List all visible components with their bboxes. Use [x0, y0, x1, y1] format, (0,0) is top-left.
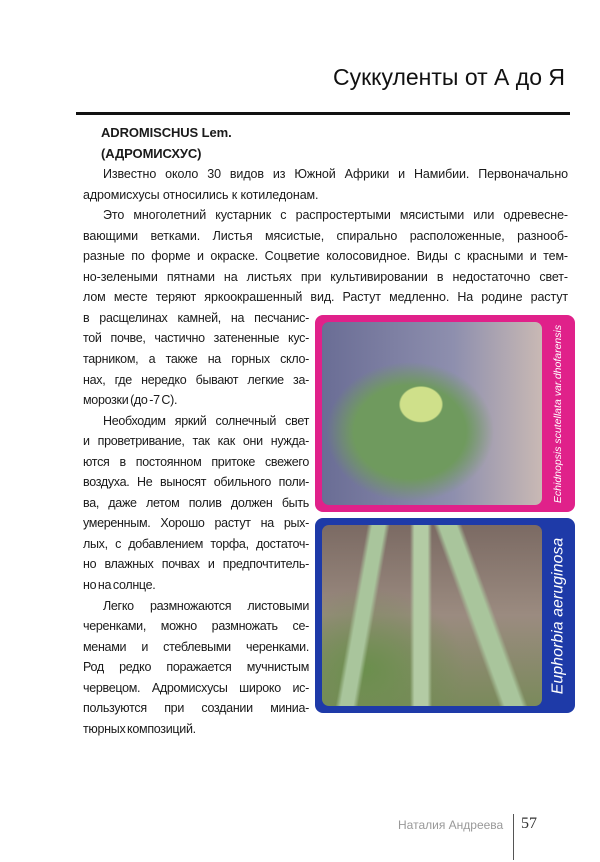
- text-line: Это многолетний кустарник с распростертыми мясистыми или одревесне-: [103, 208, 568, 223]
- text-line: но-зелеными пятнами на листьях при культивировании в недостаточно свет-: [83, 269, 568, 284]
- text-line: Известно около 30 видов из Южной Африки и Намибии. Первоначально: [103, 167, 568, 182]
- text-line: морозки (до -7 С).: [83, 393, 178, 408]
- text-line: черенками, можно размножать се-: [83, 619, 309, 634]
- text-line: ются в постоянном притоке свежего: [83, 454, 309, 469]
- photo-echidnopsis: [315, 315, 575, 512]
- footer-author: Наталия Андреева: [398, 818, 504, 832]
- photo-caption: Echidnopsis scutellata var.dhofarensis: [552, 324, 565, 503]
- text-line: Необходим яркий солнечный свет: [103, 413, 309, 428]
- page-number: 57: [521, 815, 537, 832]
- text-line: но на солнце.: [83, 578, 156, 593]
- text-line: менами и стеблевыми черенками.: [83, 639, 309, 654]
- text-line: вающими ветками. Листья мясистые, спирально расположенные, разнооб-: [83, 228, 568, 243]
- echidnopsis-image: [322, 322, 542, 505]
- article-heading-russian: (АДРОМИСХУС): [101, 145, 202, 161]
- photo-caption: Euphorbia aeruginosa: [549, 537, 567, 694]
- text-line: Легко размножаются листовыми: [103, 598, 309, 613]
- text-line: воздуха. Не выносят обильного поли-: [83, 475, 309, 490]
- euphorbia-image: [322, 525, 542, 706]
- header-rule: [76, 112, 570, 115]
- text-line: той почве, частично затененные кус-: [83, 331, 309, 346]
- text-line: тарником, а также на горных скло-: [83, 352, 309, 367]
- article-heading-latin: ADROMISCHUS Lem.: [101, 125, 232, 140]
- text-line: в расщелинах камней, на песчанис-: [83, 310, 309, 325]
- text-line: адромисхусы относились к котиледонам.: [83, 187, 319, 202]
- text-line: лых, с добавлением торфа, достаточ-: [83, 536, 309, 551]
- text-line: Род редко поражается мучнистым: [83, 660, 309, 675]
- text-line: нах, где нередко бывают легкие за-: [83, 372, 309, 387]
- text-line: ва, даже летом полив должен быть: [83, 495, 309, 510]
- text-line: пользуются при создании миниа-: [83, 701, 309, 716]
- text-line: умеренным. Хорошо растут на рых-: [83, 516, 309, 531]
- footer-divider: [513, 814, 514, 860]
- photo-euphorbia: [315, 518, 575, 713]
- text-line: лом месте теряют яркоокрашенный вид. Растут медленно. На родине растут: [83, 290, 568, 305]
- text-line: но влажных почвах и предпочтитель-: [83, 557, 309, 572]
- page-header-title: Суккуленты от А до Я: [332, 64, 565, 90]
- text-line: разные по форме и окраске. Соцветие колосовидное. Виды с красными и тем-: [83, 249, 568, 264]
- text-line: червецом. Адромисхусы широко ис-: [83, 680, 309, 695]
- text-line: и проветривание, так как они нужда-: [83, 434, 309, 449]
- text-line: тюрных композиций.: [83, 721, 196, 736]
